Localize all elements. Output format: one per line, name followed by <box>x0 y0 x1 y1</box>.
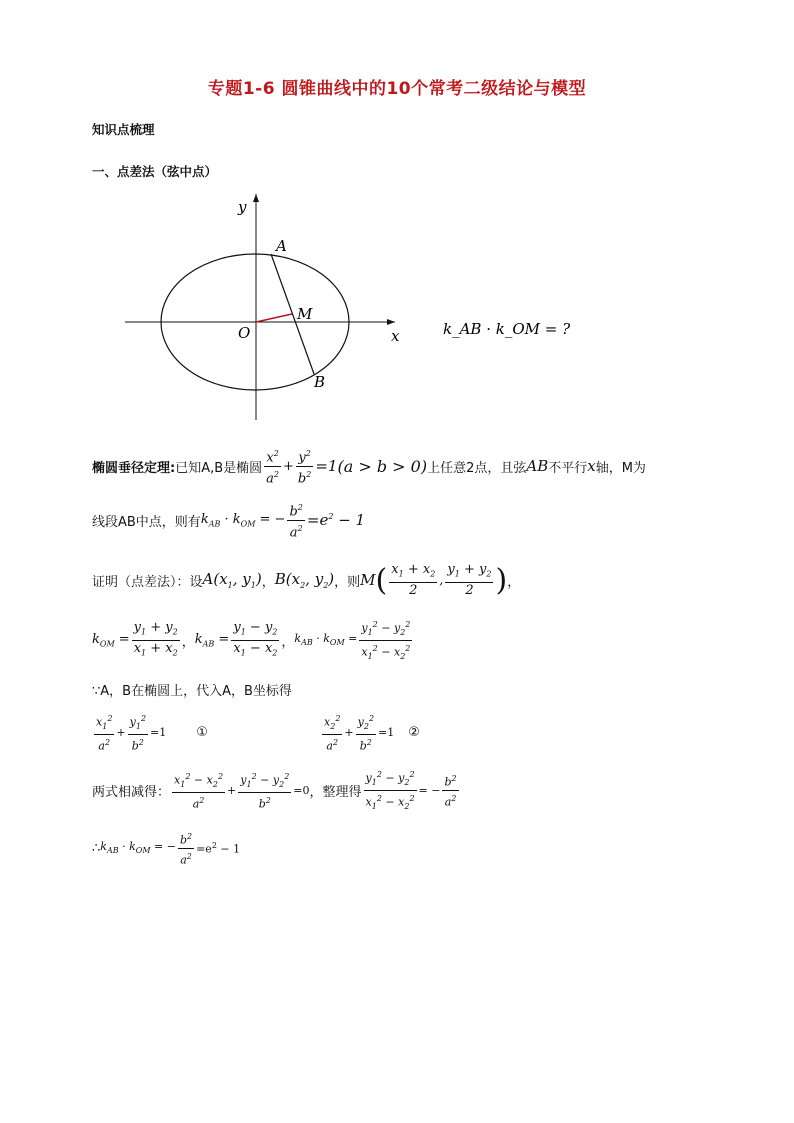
proof-then: ，则 <box>334 574 361 590</box>
subtract-text: 两式相减得： <box>92 784 171 800</box>
ellipse-diagram <box>110 188 570 428</box>
theorem-text-4: 轴，M为 <box>595 460 646 476</box>
theorem-text-1: 已知A,B是椭圆 <box>175 460 263 476</box>
theorem-line2-start: 线段AB中点，则有 <box>92 514 201 530</box>
fraction-y2-b2: $\frac{y^2}{b^2}$ <box>296 446 313 486</box>
theorem-text-3: 不平行 <box>548 460 588 476</box>
label-a: A <box>276 237 287 255</box>
question-formula: k_AB · k_OM = ? <box>443 320 570 338</box>
page-title: 专题1-6 圆锥曲线中的10个常考二级结论与模型 <box>207 79 587 99</box>
y-axis-arrow <box>253 194 259 202</box>
label-y: y <box>238 198 247 216</box>
label-o: O <box>238 324 251 342</box>
fraction-x2-a2: $\frac{x^2}{a^2}$ <box>264 446 281 486</box>
equation-1: $\frac{x_1^2}{a^2}$ + $\frac{y_1^2}{b^2}$ =1 ① <box>92 712 208 752</box>
conclusion-line: ∴ $k_{AB} \cdot k_{OM}$ = − $\frac{b^2}{a^2}$ $=e^2 - 1$ <box>92 828 240 868</box>
equation-2: $\frac{x_2^2}{a^2}$ + $\frac{y_2^2}{b^2}$ =1 ② <box>320 712 420 752</box>
subsection-heading: 一、点差法（弦中点） <box>92 164 218 179</box>
therefore-symbol: ∴ <box>92 840 101 856</box>
substitution-text: ∵A，B在椭圆上，代入A，B坐标得 <box>92 684 292 699</box>
label-x: x <box>391 327 400 345</box>
subtraction-line: 两式相减得： $\frac{x_1^2 - x_2^2}{a^2}$ + $\frac{y_1^2 - y_2^2}{b^2}$ =0 ，整理得 $\frac{y_1^2 - y_2^2}{x_1^2 - x_2^2}$ = − $\frac{b^2}{a^2}$ <box>92 770 461 810</box>
label-m: M <box>297 305 313 323</box>
label-b: B <box>314 373 326 391</box>
theorem-lead: 椭圆垂径定理: <box>92 460 176 476</box>
mark-1: ① <box>196 724 208 740</box>
theorem-line-2: 线段AB中点，则有 $k_{AB} \cdot k_{OM}$ = − $\frac{b^2}{a^2}$ $=e^2 - 1$ <box>92 500 365 540</box>
mark-2: ② <box>408 724 420 740</box>
segment-om <box>256 314 292 322</box>
section-heading: 知识点梳理 <box>92 122 155 137</box>
slopes-line: $k_{OM}$ = $\frac{y_1 + y_2}{x_1 + x_2}$ ， $k_{AB}$ = $\frac{y_1 - y_2}{x_1 - x_2}$ ， $k_{AB} \cdot k_{OM}$ = $\frac{y_1^2 - y_2^2}{x_1^2 - x_2^2}$ <box>92 618 414 662</box>
proof-lead: 证明（点差法）：设 <box>92 574 203 590</box>
proof-line: 证明（点差法）：设 $A(x_1$, $y_1$) ， $B(x_2$, $y_2$) ，则 M ( $\frac{x_1 + x_2}{2}$ , $\frac{y_1 + y_2}{2}$ ) ， <box>92 562 521 598</box>
arrange-text: ，整理得 <box>309 784 362 800</box>
theorem-line-1: 椭圆垂径定理: 已知A,B是椭圆 $\frac{x^2}{a^2}$ + $\frac{y^2}{b^2}$ =1 (a > b > 0) 上任意2点，且弦 AB 不平行 x 轴，M为 <box>92 446 646 486</box>
theorem-text-2: 上任意2点，且弦 <box>427 460 527 476</box>
x-axis-arrow <box>387 319 395 325</box>
